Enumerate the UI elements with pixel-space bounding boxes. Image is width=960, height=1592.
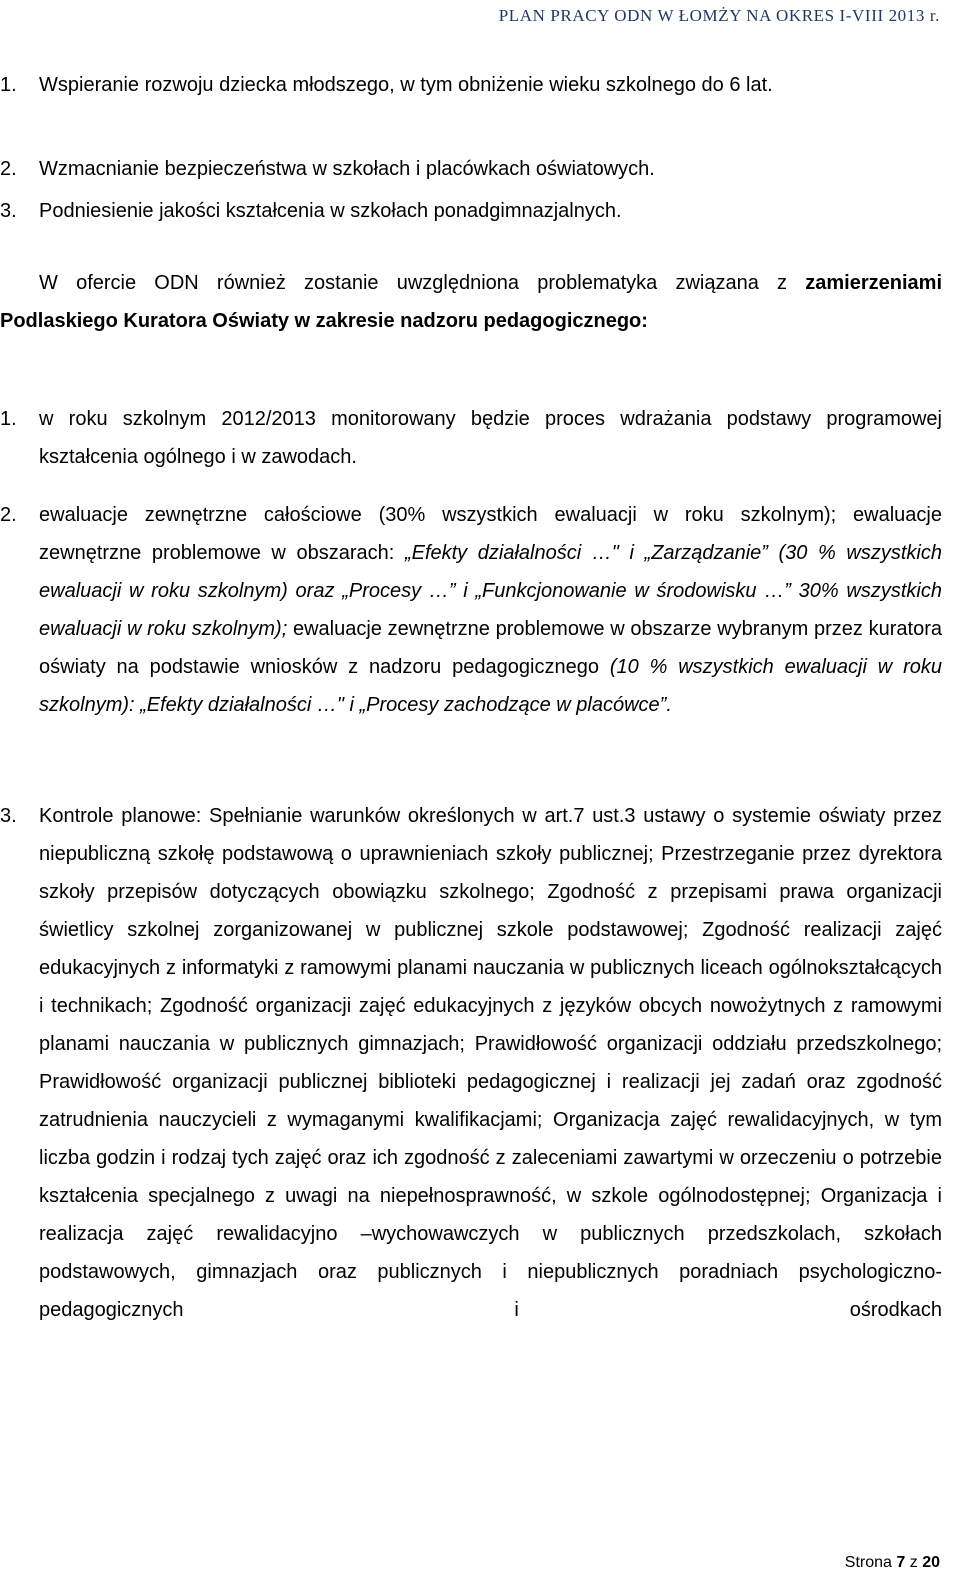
list-item-text (39, 496, 942, 724)
list-item-number: 1. (0, 408, 17, 430)
intro-paragraph (0, 264, 942, 340)
list-item-text: Wspieranie rozwoju dziecka młodszego, w tym obniżenie wieku szkolnego do 6 lat. (39, 74, 773, 96)
list-item (0, 66, 942, 104)
list-item-number: 1. (0, 74, 17, 96)
list-item-number: 3. (0, 805, 17, 827)
list-item (0, 797, 942, 1329)
list-item (0, 150, 942, 188)
current-page: 7 (896, 1554, 906, 1571)
list-item-text: Wzmacnianie bezpieczeństwa w szkołach i placówkach oświatowych. (39, 158, 655, 180)
list-item-number: 2. (0, 504, 17, 526)
intro-text: W ofercie ODN również zostanie uwzględniona problematyka związana z (39, 272, 806, 294)
list-item-text: Kontrole planowe: Spełnianie warunków określonych w art.7 ust.3 ustawy o systemie oświaty przez niepubliczną szkołę podstawową o uprawnieniach szkoły publicznej; Przestrzeganie przez dyrektora szkoły przepisów dotyczących obowiązku szkolnego; Zgodność z przepisami prawa organizacji świetlicy szkolnej zorganizowanej w publicznej szkole podstawowej; Zgodność realizacji zajęć edukacyjnych z informatyki z ramowymi planami nauczania w publicznych liceach ogólnokształcących i technikach; Zgodność organizacji zajęć edukacyjnych z języków obcych nowożytnych z ramowymi planami nauczania w publicznych gimnazjach; Prawidłowość organizacji oddziału przedszkolnego; Prawidłowość organizacji publicznej biblioteki pedagogicznej i realizacji jej zadań oraz zgodność zatrudnienia nauczycieli z wymaganymi kwalifikacjami; Organizacja zajęć rewalidacyjnych, w tym liczba godzin i rodzaj tych zajęć oraz ich zgodność z zaleceniami zawartymi w orzeczeniu o potrzebie kształcenia specjalnego z uwagi na niepełnosprawność, w szkole ogólnodostępnej; Organizacja i realizacja zajęć rewalidacyjno –wychowawczych w publicznych przedszkolach, szkołach podstawowych, gimnazjach oraz publicznych i niepublicznych poradniach psychologiczno-pedagogicznych i ośrodkach (39, 805, 942, 1321)
list-item-text: Podniesienie jakości kształcenia w szkołach ponadgimnazjalnych. (39, 200, 622, 222)
list-item (0, 400, 942, 476)
page-separator: z (909, 1554, 918, 1571)
page-number (845, 1554, 940, 1572)
evaluation-areas-italic: „Efekty działalności …" i „Zarządzanie” (30 % wszystkich ewaluacji w roku szkolnym) oraz „Procesy …” i „Funkcjonowanie w środowisku …” 30% wszystkich ewaluacji w roku szkolnym); (39, 542, 942, 640)
list-item (0, 192, 942, 230)
evaluation-note-italic: (10 % wszystkich ewaluacji w roku szkolnym): „Efekty działalności …" i „Procesy zachodzące w placówce”. (39, 656, 942, 716)
list-item-number: 3. (0, 200, 17, 222)
total-pages: 20 (922, 1554, 940, 1571)
page-label: Strona (844, 1554, 892, 1571)
evaluation-text: ewaluacje zewnętrzne całościowe (30% wszystkich ewaluacji w roku szkolnym); ewaluacje zewnętrzne problemowe w obszarach: (39, 504, 942, 564)
evaluation-text-2: ewaluacje zewnętrzne problemowe w obszarze wybranym przez kuratora oświaty na podstawie wniosków z nadzoru pedagogicznego (39, 618, 942, 678)
document-header: PLAN PRACY ODN W ŁOMŻY NA OKRES I-VIII 2013 r. (498, 6, 940, 25)
list-item (0, 496, 942, 724)
list-item-number: 2. (0, 158, 17, 180)
intro-bold-text: zamierzeniami Podlaskiego Kuratora Oświaty w zakresie nadzoru pedagogicznego: (0, 272, 942, 332)
list-item-text: w roku szkolnym 2012/2013 monitorowany będzie proces wdrażania podstawy programowej kształcenia ogólnego i w zawodach. (39, 408, 942, 468)
